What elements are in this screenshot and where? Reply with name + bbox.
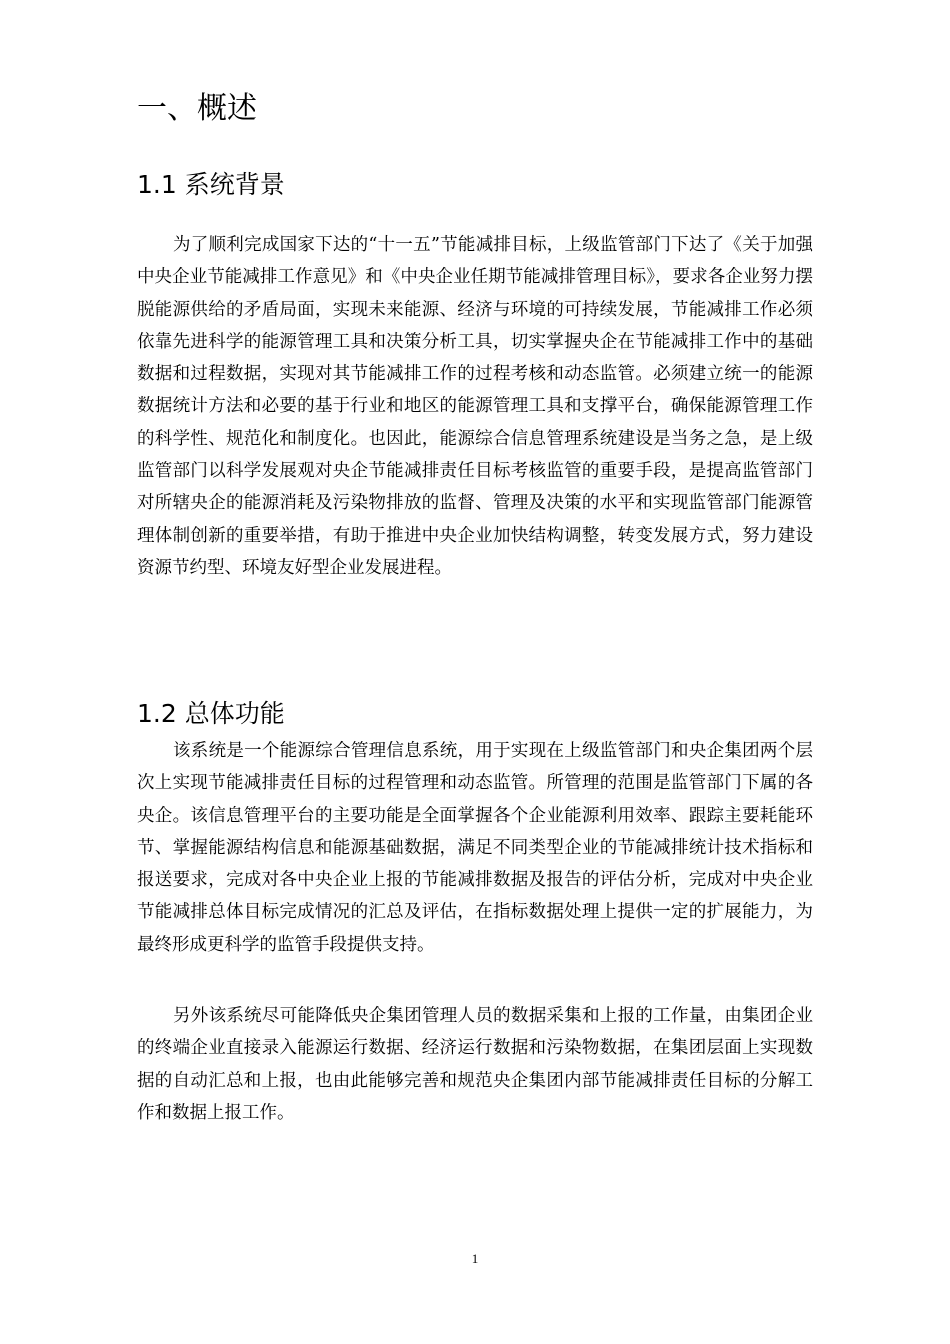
section-heading-overall-function: 1.2 总体功能 <box>137 699 285 728</box>
chapter-title: 一、概述 <box>137 91 257 126</box>
section-heading-background: 1.1 系统背景 <box>137 170 285 199</box>
section-function-paragraph-1: 该系统是一个能源综合管理信息系统，用于实现在上级监管部门和央企集团两个层次上实现节能减排责任目标的过程管理和动态监管。所管理的范围是监管部门下属的各央企。该信息管理平台的主要功能是全面掌握各个企业能源利用效率、跟踪主要耗能环节、掌握能源结构信息和能源基础数据，满足不同类型企业的节能减排统计技术指标和报送要求，完成对各中央企业上报的节能减排数据及报告的评估分析，完成对中央企业节能减排总体目标完成情况的汇总及评估，在指标数据处理上提供一定的扩展能力，为最终形成更科学的监管手段提供支持。 <box>137 741 813 955</box>
section-function-paragraph-2: 另外该系统尽可能降低央企集团管理人员的数据采集和上报的工作量，由集团企业的终端企业直接录入能源运行数据、经济运行数据和污染物数据，在集团层面上实现数据的自动汇总和上报，也由此能够完善和规范央企集团内部节能减排责任目标的分解工作和数据上报工作。 <box>137 1006 813 1123</box>
page-number: 1 <box>471 1251 479 1266</box>
section-background-paragraph: 为了顺利完成国家下达的“十一五”节能减排目标，上级监管部门下达了《关于加强中央企业节能减排工作意见》和《中央企业任期节能减排管理目标》，要求各企业努力摆脱能源供给的矛盾局面，实现未来能源、经济与环境的可持续发展，节能减排工作必须依靠先进科学的能源管理工具和决策分析工具，切实掌握央企在节能减排工作中的基础数据和过程数据，实现对其节能减排工作的过程考核和动态监管。必须建立统一的能源数据统计方法和必要的基于行业和地区的能源管理工具和支撑平台，确保能源管理工作的科学性、规范化和制度化。也因此，能源综合信息管理系统建设是当务之急，是上级监管部门以科学发展观对央企节能减排责任目标考核监管的重要手段，是提高监管部门对所辖央企的能源消耗及污染物排放的监督、管理及决策的水平和实现监管部门能源管理体制创新的重要举措，有助于推进中央企业加快结构调整，转变发展方式，努力建设资源节约型、环境友好型企业发展进程。 <box>137 235 813 578</box>
